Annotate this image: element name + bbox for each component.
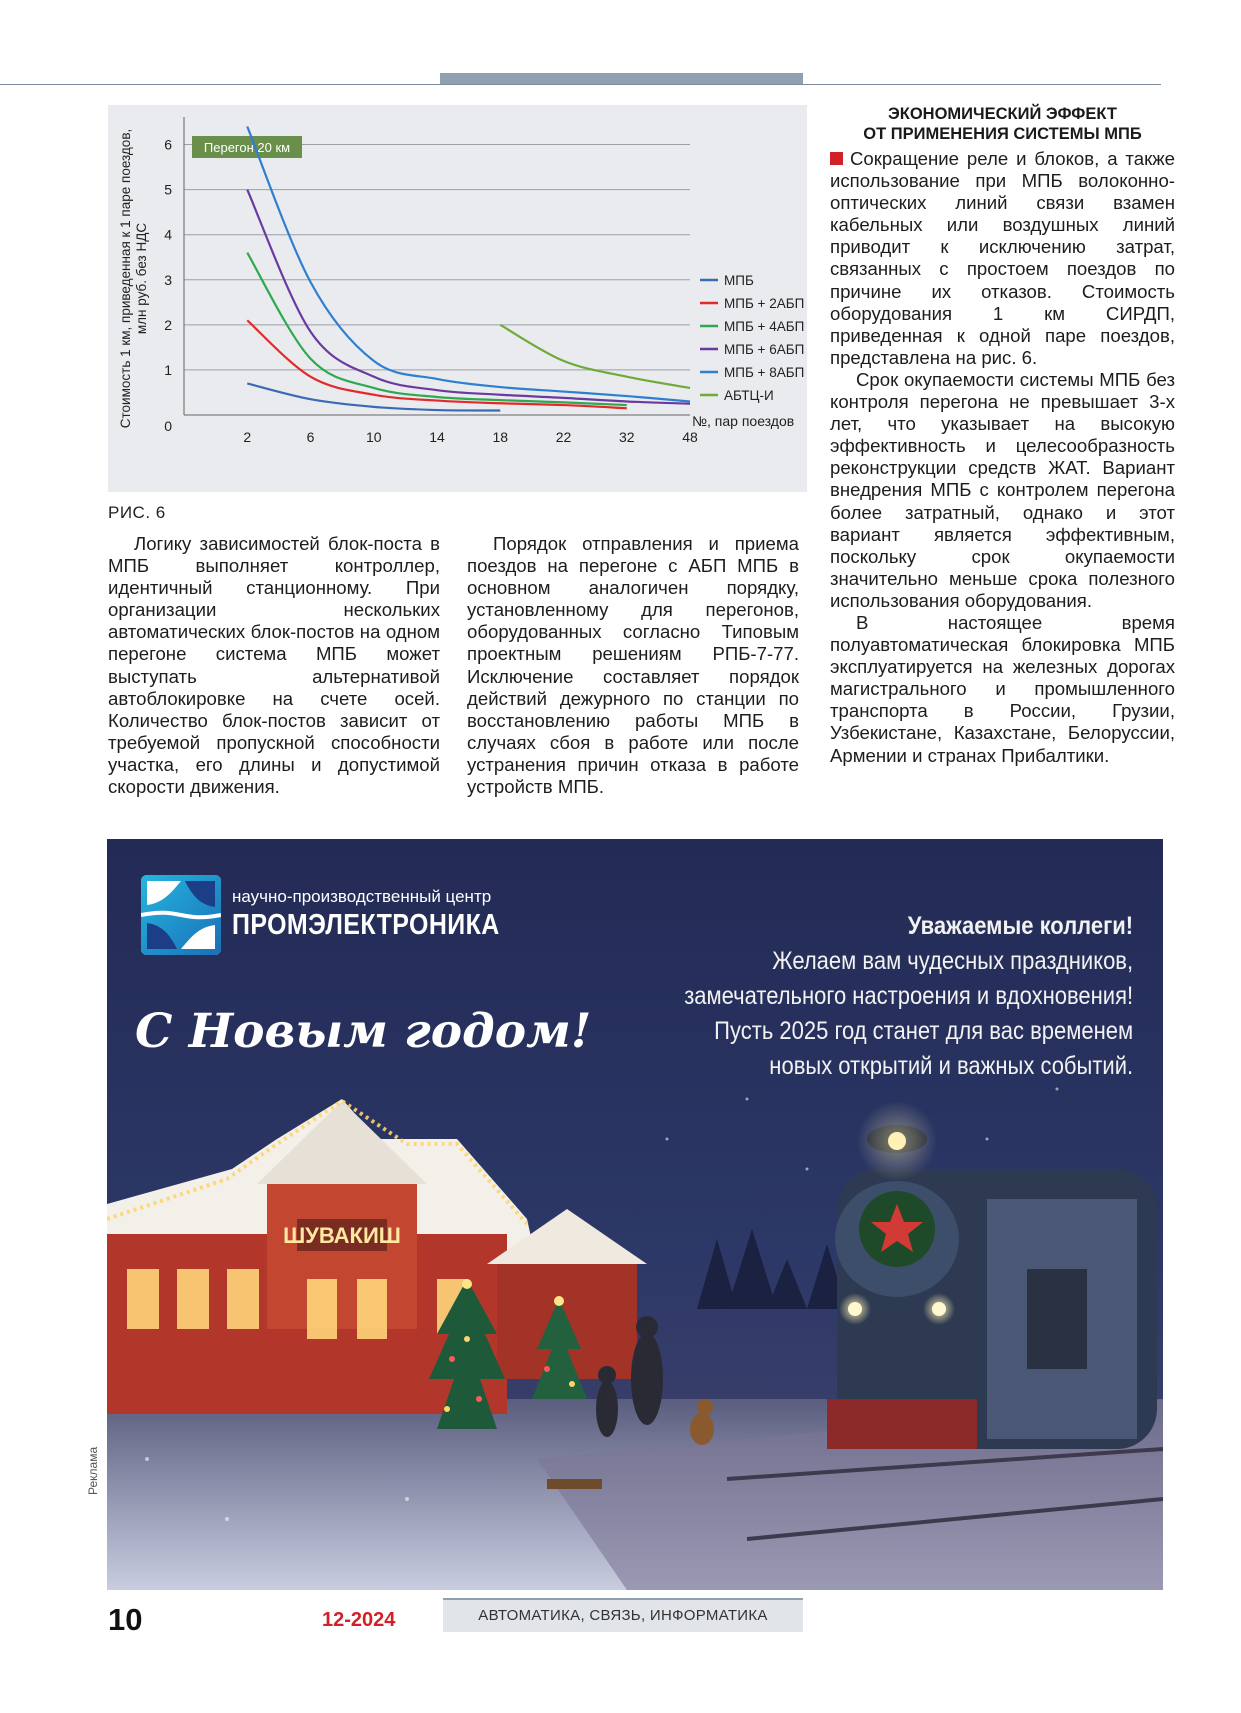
logo-title: ПРОМЭЛЕКТРОНИКА — [232, 909, 500, 941]
sidebar-text — [830, 148, 1175, 767]
y-tick-label: 2 — [164, 316, 172, 333]
x-tick-label: 10 — [365, 429, 382, 445]
x-tick-label: 14 — [429, 429, 445, 445]
series-line — [247, 253, 627, 405]
sidebar-heading — [830, 104, 1175, 144]
station-sign: ШУВАКИШ — [283, 1223, 401, 1248]
sidebar-paragraph-1-text: Сокращение реле и блоков, а также использование при МПБ волоконно-оптических линий связи взамен кабельных или воздушных линий приводит к исключению затрат, связанных с простоем поездов по причине их отказов. Стоимость оборудования 1 км СИРДП, приведенная к одной паре поездов, представлена на рис. 6. — [830, 148, 1175, 368]
y-tick-label: 1 — [164, 361, 172, 378]
x-tick-label: 48 — [682, 429, 698, 445]
promelectronica-logo — [141, 875, 221, 955]
figure-caption: РИС. 6 — [108, 503, 166, 522]
journal-title: АВТОМАТИКА, СВЯЗЬ, ИНФОРМАТИКА — [478, 1607, 768, 1624]
figure-chart — [108, 105, 807, 492]
advertisement-label: Реклама — [86, 1446, 100, 1495]
legend-label: МПБ + 8АБП — [724, 365, 805, 380]
sidebar-paragraph-2: Срок окупаемости системы МПБ без контроля перегона не превышает 3-х лет, что указывает на высокую эффективность и целесообразность реконструкции средств ЖАТ. Вариант внедрения МПБ с контролем перегона более затратный, однако и этот вариант является эффективным, поскольку срок окупаемости значительно меньше срока полезного использования оборудования. — [830, 368, 1175, 611]
series-line — [247, 190, 690, 404]
greeting-line: Пусть 2025 год станет для вас временем — [714, 1017, 1133, 1045]
greeting-title: Уважаемые коллеги! — [907, 912, 1133, 940]
new-year-greeting: С Новым годом! — [135, 1004, 592, 1059]
y-tick-label: 6 — [164, 136, 172, 153]
y-tick-label: 4 — [164, 226, 172, 243]
page-number: 10 — [108, 1602, 143, 1637]
cost-chart — [108, 105, 807, 492]
y-tick-label: 3 — [164, 271, 172, 288]
sidebar-paragraph-1 — [830, 148, 1175, 369]
middle-column — [467, 533, 799, 798]
logo-subtitle: научно-производственный центр — [232, 887, 492, 906]
legend-label: МПБ + 6АБП — [724, 342, 805, 357]
y-axis-label: Стоимость 1 км, приведенная к 1 паре поездов, — [118, 128, 133, 429]
top-accent-bar — [440, 73, 803, 84]
x-tick-label: 18 — [492, 429, 509, 445]
sidebar-paragraph-3: В настоящее время полуавтоматическая блокировка МПБ эксплуатируется на железных дорогах магистрального и промышленного транспорта в России, Грузии, Узбекистане, Казахстане, Белоруссии, Армении и странах Прибалтики. — [830, 611, 1175, 766]
x-axis-label: №, пар поездов — [692, 413, 795, 429]
legend-label: АБТЦ-И — [724, 388, 774, 403]
annotation-label: Перегон 20 км — [203, 140, 291, 155]
y-tick-label: 5 — [164, 181, 172, 198]
origin-label: 0 — [164, 418, 172, 434]
x-tick-label: 6 — [306, 429, 315, 445]
legend-label: МПБ + 4АБП — [724, 319, 805, 334]
greeting-line: новых открытий и важных событий. — [769, 1052, 1133, 1080]
top-rule — [0, 84, 1161, 85]
bullet-marker — [830, 152, 843, 165]
sidebar-heading-line1: ЭКОНОМИЧЕСКИЙ ЭФФЕКТ — [888, 105, 1117, 123]
journal-bar — [443, 1598, 803, 1632]
issue-number: 12-2024 — [322, 1609, 396, 1631]
legend-label: МПБ + 2АБП — [724, 296, 805, 311]
left-column — [108, 533, 440, 798]
greeting-block — [684, 909, 1133, 1084]
greeting-line: Желаем вам чудесных праздников, — [772, 947, 1133, 975]
paragraph: Порядок отправления и приема поездов на перегоне с АБП МПБ в основном аналогичен порядку, установленному для перегонов, оборудованных согласно Типовым проектным решениям РПБ-7-77. Исключение составляет порядок действий дежурного по станции по восстановлению работы МПБ в случаях сбоя в работе или после устранения причин отказа в работе устройств МПБ. — [467, 533, 799, 798]
y-axis-label: млн руб. без НДС — [134, 222, 149, 335]
series-line — [500, 325, 690, 388]
sidebar-heading-line2: ОТ ПРИМЕНЕНИЯ СИСТЕМЫ МПБ — [863, 125, 1142, 143]
x-tick-label: 22 — [555, 429, 572, 445]
x-tick-label: 32 — [618, 429, 635, 445]
series-line — [247, 127, 690, 402]
logo-icon — [141, 875, 221, 955]
legend-label: МПБ — [724, 273, 754, 288]
greeting-line: замечательного настроения и вдохновения! — [684, 982, 1133, 1010]
x-tick-label: 2 — [243, 429, 252, 445]
advertisement — [107, 839, 1163, 1590]
paragraph: Логику зависимостей блок-поста в МПБ выполняет контроллер, идентичный станционному. При организации нескольких автоматических блок-постов на одном перегоне система МПБ может выступать альтернативой автоблокировке на счете осей. Количество блок-постов зависит от требуемой пропускной способности участка, его длины и допустимой скорости движения. — [108, 533, 440, 798]
